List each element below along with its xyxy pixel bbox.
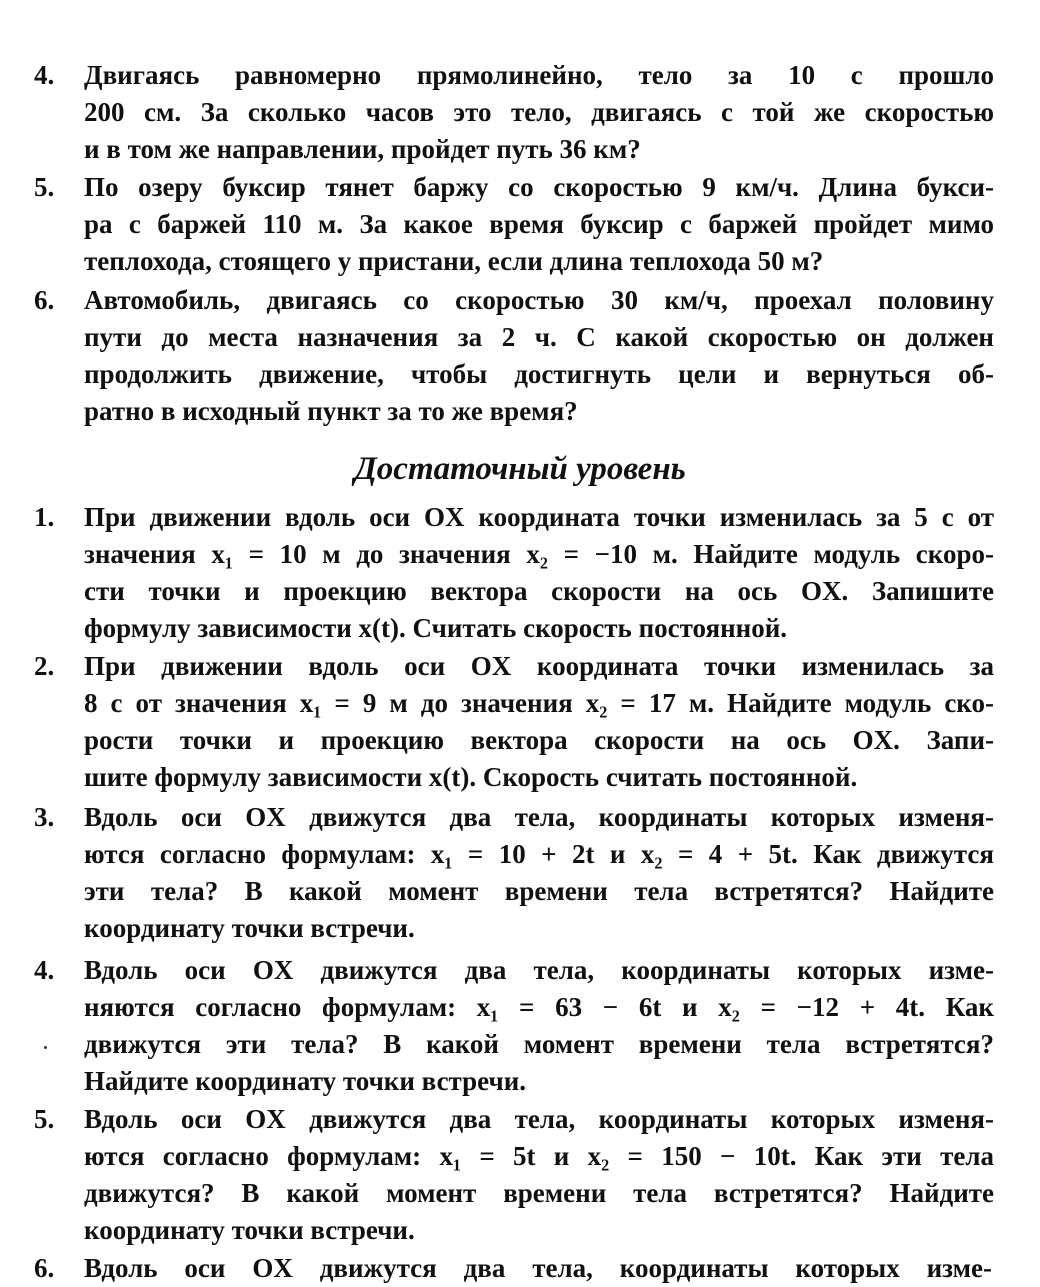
problem-line: и в том же направлении, пройдет путь 36 км? bbox=[84, 134, 641, 164]
problem-line: Вдоль оси OX движутся два тела, координаты которых изме- bbox=[84, 1253, 992, 1283]
problem-5 bbox=[34, 169, 994, 280]
problem-line: Автомобиль, двигаясь со скоростью 30 км/ч, проехал половину bbox=[84, 285, 994, 315]
problem-line: Двигаясь равномерно прямолинейно, тело за 10 с прошло bbox=[84, 60, 994, 90]
section-heading: Достаточный уровень bbox=[354, 451, 686, 487]
problem-number: 1. bbox=[34, 502, 55, 532]
problem-1 bbox=[34, 499, 994, 647]
problem-line: теплохода, стоящего у пристани, если длина теплохода 50 м? bbox=[84, 246, 824, 276]
problem-text bbox=[84, 169, 994, 280]
problem-text bbox=[84, 1101, 994, 1249]
problem-number: 6. bbox=[34, 1253, 55, 1283]
problem-line: При движении вдоль оси OX координата точки изменилась за 5 с от bbox=[84, 502, 994, 532]
problem-line: ются согласно формулам: x₁ = 10 + 2t и x₂ = 4 + 5t. Как движутся bbox=[84, 839, 994, 869]
problem-line: эти тела? В какой момент времени тела встретятся? Найдите bbox=[84, 876, 994, 906]
problem-line: ратно в исходный пункт за то же время? bbox=[84, 396, 578, 426]
problem-line: 8 с от значения x₁ = 9 м до значения x₂ = 17 м. Найдите модуль ско- bbox=[84, 688, 994, 718]
problem-2 bbox=[34, 648, 994, 796]
problem-line: При движении вдоль оси OX координата точки изменилась за bbox=[84, 651, 994, 681]
problem-line: координату точки встречи. bbox=[84, 913, 415, 943]
problem-line: По озеру буксир тянет баржу со скоростью 9 км/ч. Длина букси- bbox=[84, 172, 994, 202]
problem-line: 200 см. За сколько часов это тело, двигаясь с той же скоростью bbox=[84, 97, 994, 127]
problem-5b bbox=[34, 1101, 994, 1249]
problem-number: 2. bbox=[34, 651, 55, 681]
problem-line: формулу зависимости x(t). Считать скорость постоянной. bbox=[84, 613, 788, 643]
problem-line: шите формулу зависимости x(t). Скорость считать постоянной. bbox=[84, 762, 858, 792]
problem-line: движутся эти тела? В какой момент времени тела встретятся? bbox=[84, 1029, 994, 1059]
problem-line: ются согласно формулам: x₁ = 5t и x₂ = 150 − 10t. Как эти тела bbox=[84, 1141, 994, 1171]
problem-number: 6. bbox=[34, 285, 55, 315]
problem-number: 5. bbox=[34, 172, 55, 202]
problem-line: сти точки и проекцию вектора скорости на ось OX. Запишите bbox=[84, 576, 994, 606]
problem-text bbox=[84, 282, 994, 430]
problem-line: рости точки и проекцию вектора скорости на ось OX. Запи- bbox=[84, 725, 994, 755]
problem-text bbox=[84, 57, 994, 168]
problem-line: координату точки встречи. bbox=[84, 1215, 415, 1245]
problem-6 bbox=[34, 282, 994, 430]
problem-line: Вдоль оси OX движутся два тела, координаты которых изме- bbox=[84, 955, 994, 985]
problem-line: Найдите координату точки встречи. bbox=[84, 1066, 527, 1096]
problem-3 bbox=[34, 799, 994, 947]
problem-text bbox=[84, 499, 994, 647]
problem-text bbox=[84, 648, 994, 796]
problem-line: няются согласно формулам: x₁ = 63 − 6t и x₂ = −12 + 4t. Как bbox=[84, 992, 994, 1022]
problem-line: пути до места назначения за 2 ч. С какой скоростью он должен bbox=[84, 322, 994, 352]
problem-line: движутся? В какой момент времени тела встретятся? Найдите bbox=[84, 1178, 994, 1208]
problem-text bbox=[84, 799, 994, 947]
cut-off-problem-6 bbox=[34, 1250, 994, 1283]
scan-speck bbox=[44, 1046, 47, 1049]
problem-line: Вдоль оси OX движутся два тела, координаты которых изменя- bbox=[84, 1104, 994, 1134]
problem-4b bbox=[34, 952, 994, 1100]
problem-line: Вдоль оси OX движутся два тела, координаты которых изменя- bbox=[84, 802, 994, 832]
problem-line: продолжить движение, чтобы достигнуть цели и вернуться об- bbox=[84, 359, 994, 389]
problem-line: ра с баржей 110 м. За какое время буксир с баржей пройдет мимо bbox=[84, 209, 994, 239]
problem-number: 4. bbox=[34, 955, 55, 985]
problem-line: значения x₁ = 10 м до значения x₂ = −10 м. Найдите модуль скоро- bbox=[84, 539, 994, 569]
problem-number: 4. bbox=[34, 60, 55, 90]
problem-number: 3. bbox=[34, 802, 55, 832]
problem-4 bbox=[34, 57, 994, 168]
problem-number: 5. bbox=[34, 1104, 55, 1134]
problem-text bbox=[84, 952, 994, 1100]
